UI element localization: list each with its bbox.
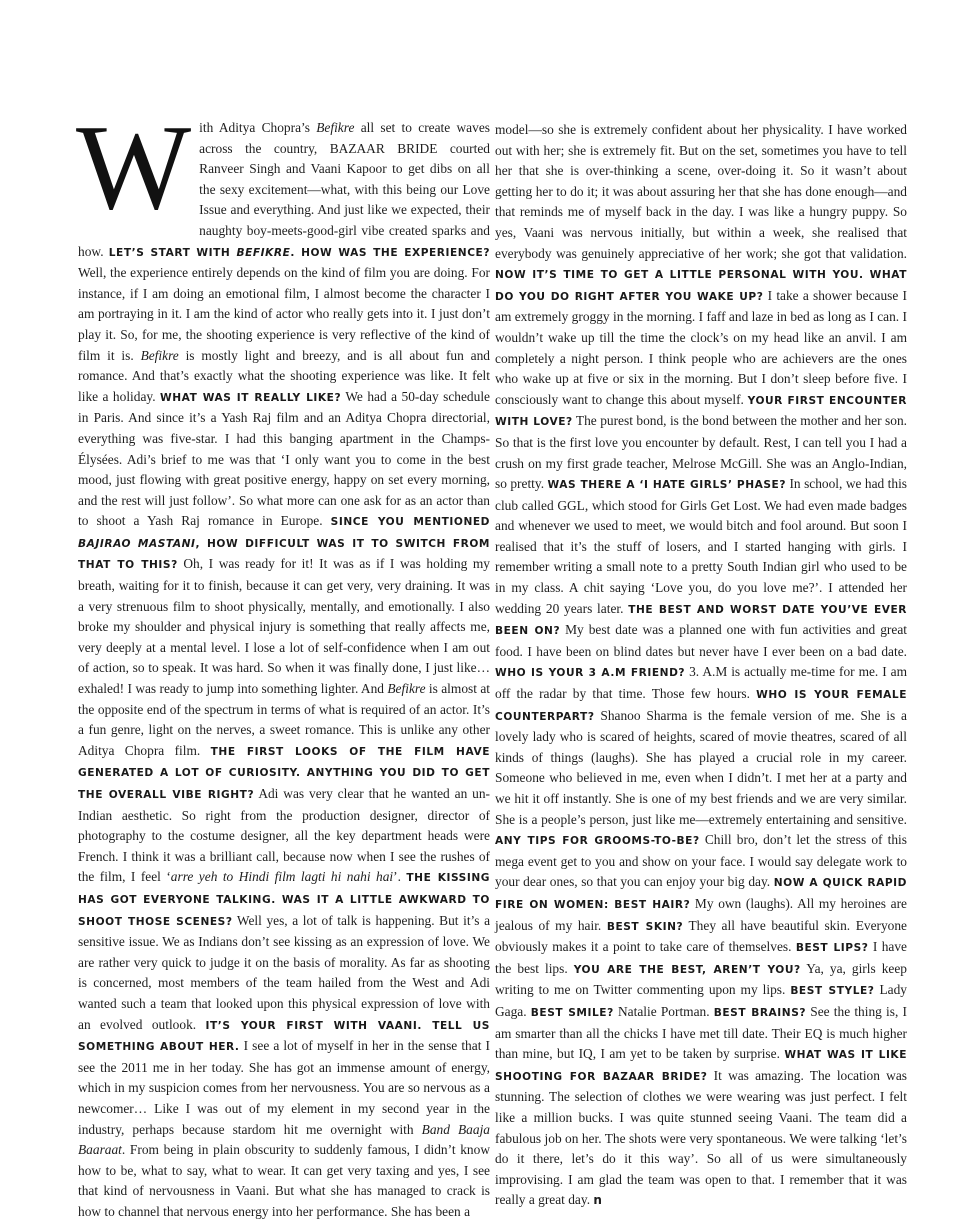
answer-text: model—so she is extremely confident about her physicality. I have worked out with her; she is extremely fit. But on the set, sometimes you have to tell her that she is over-thinking a scene, over-doing it. So it wasn’t about getting her to do it; it was about assuring her that she has done enough—and that reminds me of myself back in the day. I was like a hungry puppy. So yes, Vaani was nervous initially, but within a week, she realised that everybody was genuinely appreciative of her work; she got that validation. [495, 122, 907, 261]
italic-title: Befikre [140, 347, 179, 363]
question: BEST SKIN? [606, 920, 684, 933]
answer-text: Well yes, a lot of talk is happening. But it’s a sensitive issue. We as Indians don’t see kissing as an expression of love. We are rather very quick to judge it on the basis of morality. As far as shooting is concerned, most members of the team hailed from the West and Adi wanted such a team that looked upon this physical expression of love with an evolved outlook. [78, 912, 491, 1032]
answer-text: I take a shower because I am extremely groggy in the morning. I faff and laze in bed as long as I can. I wouldn’t wake up till the time the clock’s on my head like an anvil. I am completely a night person. I think people who are achievers are the ones who wake up at five or six in the morning. But I don’t sleep before five. I consciously want to change this about myself. [495, 287, 907, 407]
right-body [495, 122, 907, 1207]
left-body [76, 100, 491, 1219]
answer-text: Shanoo Sharma is the female version of me. She is a lovely lady who is scared of heights, scared of movie theatres, scared of all kinds of things (laughs). She has played a crucial role in my career. Someone who believed in me, even when I didn’t. I met her at a party and we hit it off instantly. She is one of my best friends and we are very similar. She is a people’s person, just like me—extremely entertaining and sensitive. [495, 707, 907, 827]
question: . HOW WAS THE EXPERIENCE? [290, 246, 491, 259]
question: BEST BRAINS? [713, 1006, 807, 1019]
question: WHAT WAS IT LIKE SHOOTING FOR BAZAAR BRIDE? [495, 1049, 907, 1083]
question: LET’S START WITH [108, 246, 237, 259]
italic-title: Befikre [387, 681, 426, 697]
question: BEFIKRE [236, 246, 291, 259]
answer-text: Adi was very clear that he wanted an un-Indian aesthetic. So right from the production designer, director of photography to the costume designer, all the key department heads were French. I think it was a brilliant call, because now when I see the rushes of the film, I feel ‘ [78, 786, 491, 885]
answer-text: It was amazing. The location was stunning. The selection of clothes we were wearing was just perfect. I felt like a million bucks. I was quite stunned seeing Vaani. The team did a fabulous job on her. The shots were very spontaneous. We were talking ‘let’s do it there, let’s do it this way’. So all of us were simultaneously improvising. I am glad the team was open to that. I remember that it was really a great day. [495, 1067, 907, 1208]
answer-text: The purest bond, is the bond between the mother and her son. So that is the first love you encounter by default. Rest, I can tell you I had a crush on my first grade teacher, Melrose McGill. She was an Anglo-Indian, so pretty. [495, 413, 907, 492]
answer-text: Ya, ya, girls keep writing to me on Twitter commenting upon my lips. [495, 960, 907, 998]
answer-text: Chill bro, don’t let the stress of this mega event get to you and show on your face. I would say delegate work to your dear ones, so that you can enjoy your big day. [495, 832, 907, 890]
question: BEST SMILE? [530, 1006, 614, 1019]
question: WHO IS YOUR 3 A.M FRIEND? [495, 667, 686, 680]
answer-text: I see a lot of myself in her in the sense that I see the 2011 me in her today. She has got an immense amount of energy, which in my suspicion comes from her nervousness. You are so nervous as a newcomer… Like I was out of my element in my second year in the industry, perhaps because stardom hit me overnight with [78, 1038, 490, 1137]
question: NOW A QUICK RAPID FIRE ON WOMEN: BEST HAIR? [495, 877, 907, 911]
left-column [76, 100, 491, 1222]
answer-text: all set to create waves across the country, BAZAAR BRIDE courted Ranveer Singh and Vaani Kapoor to get dibs on all the sexy excitement—what, with this being our Love Issue and everything. And just like we expected, their naughty boy-meets-good-girl vibe created sparks and how. [78, 120, 490, 259]
question: BEST STYLE? [790, 985, 875, 998]
answer-text: is mostly light and breezy, and is all about fun and romance. And that’s exactly what the shooting experience was like. It felt like a holiday. [78, 347, 490, 404]
question: YOU ARE THE BEST, AREN’T YOU? [573, 963, 801, 976]
answer-text: See the thing is, I am smarter than all the chicks I have met till date. Their EQ is much higher than mine, but IQ, I am yet to be taken by surprise. [495, 1003, 907, 1062]
drop-cap: W [76, 100, 192, 235]
answer-text: Natalie Portman. [613, 1003, 714, 1019]
question: YOUR FIRST ENCOUNTER WITH LOVE? [495, 394, 907, 429]
answer-text: Well, the experience entirely depends on the kind of film you are doing. For instance, if I am doing an emotional film, I almost become the character I am portraying in it. I am the kind of actor who really gets into it. I just don’t play it. So, for me, the shooting experience is very reflective of the kind of film it is. [78, 265, 490, 363]
italic-title: Band Baaja Baaraat [78, 1121, 490, 1158]
right-paragraph [495, 120, 907, 1211]
right-column [495, 120, 907, 1211]
question: BEST LIPS? [795, 942, 869, 955]
answer-text: We had a 50-day schedule in Paris. And since it’s a Yash Raj film and an Aditya Chopra directorial, everything was five-star. I had this banging apartment in the Champs-Élysées. Adi’s brief to me was that ‘I only want you to come in the best mood, just flowing with great positive energy, happy on set every morning, and the rest will just follow’. So what more can one ask for as an actor than to shoot a Yash Raj romance in Europe. [78, 388, 490, 529]
answer-text: My best date was a planned one with fun activities and great food. I have been on blind dates but never have I ever been on a bad date. [495, 622, 907, 659]
question: ANY TIPS FOR GROOMS-TO-BE? [495, 835, 700, 848]
answer-text: My own (laughs). All my heroines are jealous of my hair. [495, 895, 907, 933]
question: WHO IS YOUR FEMALE COUNTERPART? [495, 689, 907, 723]
question: WAS THERE A ‘I HATE GIRLS’ PHASE? [547, 479, 787, 492]
italic-title: Befikre [316, 120, 355, 135]
answer-text: Lady Gaga. [495, 982, 907, 1019]
question: THE KISSING HAS GOT EVERYONE TALKING. WAS IT A LITTLE AWKWARD TO SHOOT THOSE SCENES? [78, 872, 491, 928]
answer-text: is almost at the opposite end of the spectrum in terms of what is required of an actor. It’s a fun genre, light on the nerves, a sweet romance. This is unlike any other Aditya Chopra film. [78, 681, 490, 758]
answer-text: They all have beautiful skin. Everyone obviously makes it a point to take care of themselves. [495, 917, 907, 955]
answer-text: ith Aditya Chopra’s [199, 120, 317, 135]
end-mark: n [593, 1193, 602, 1208]
answer-text: . From being in plain obscurity to suddenly famous, I didn’t know how to be, what to say, what to wear. It can get very taxing and yes, I see that kind of nervousness in Vaani. But what she has managed to crack is how to channel that nervous energy into her performance. She has been a [78, 1142, 490, 1219]
question: THE FIRST LOOKS OF THE FILM HAVE GENERATED A LOT OF CURIOSITY. ANYTHING YOU DID TO GET THE OVERALL VIBE RIGHT? [78, 745, 491, 801]
left-paragraph [76, 100, 491, 1222]
question: , HOW DIFFICULT WAS IT TO SWITCH FROM THAT TO THIS? [78, 537, 490, 572]
question: NOW IT’S TIME TO GET A LITTLE PERSONAL WITH YOU. WHAT DO YOU DO RIGHT AFTER YOU WAKE UP? [495, 269, 907, 303]
answer-text: In school, we had this club called GGL, which stood for Girls Get Lost. We had even made badges and whenever we used to meet, we would bitch and fool around. But soon I realised that it’s the stuff of losers, and I started hanging with girls. I remember writing a small note to a pretty South Indian girl who used to be in my class. A chit saying ‘Love you, do you love me?’. I attended her wedding 20 years later. [495, 476, 907, 616]
answer-text: 3. A.M is actually me-time for me. I am off the radar by that time. Those few hours. [495, 664, 907, 702]
question: WHAT WAS IT REALLY LIKE? [160, 391, 342, 404]
question: BAJIRAO MASTANI [78, 537, 196, 550]
answer-text: I have the best lips. [495, 939, 907, 976]
question: THE BEST AND WORST DATE YOU’VE EVER BEEN ON? [495, 603, 908, 638]
answer-text: Oh, I was ready for it! It was as if I was holding my breath, waiting for it to finish, because it can get very, very draining. It was a very strenuous film to shoot physically, mentally, and emotionally. I also broke my shoulder and physical injury is something that really affects me, very deeply at a mental level. I lose a lot of self-confidence when I am out of action, so to speak. It was hard. So when it was finally done, I just like… exhaled! I was ready to jump into something lighter. And [78, 556, 491, 697]
answer-text: ’. [393, 869, 407, 885]
italic-title: arre yeh to Hindi film lagti hi nahi hai [170, 869, 394, 885]
question: IT’S YOUR FIRST WITH VAANI. TELL US SOMETHING ABOUT HER. [78, 1019, 490, 1054]
question: SINCE YOU MENTIONED [330, 516, 490, 529]
